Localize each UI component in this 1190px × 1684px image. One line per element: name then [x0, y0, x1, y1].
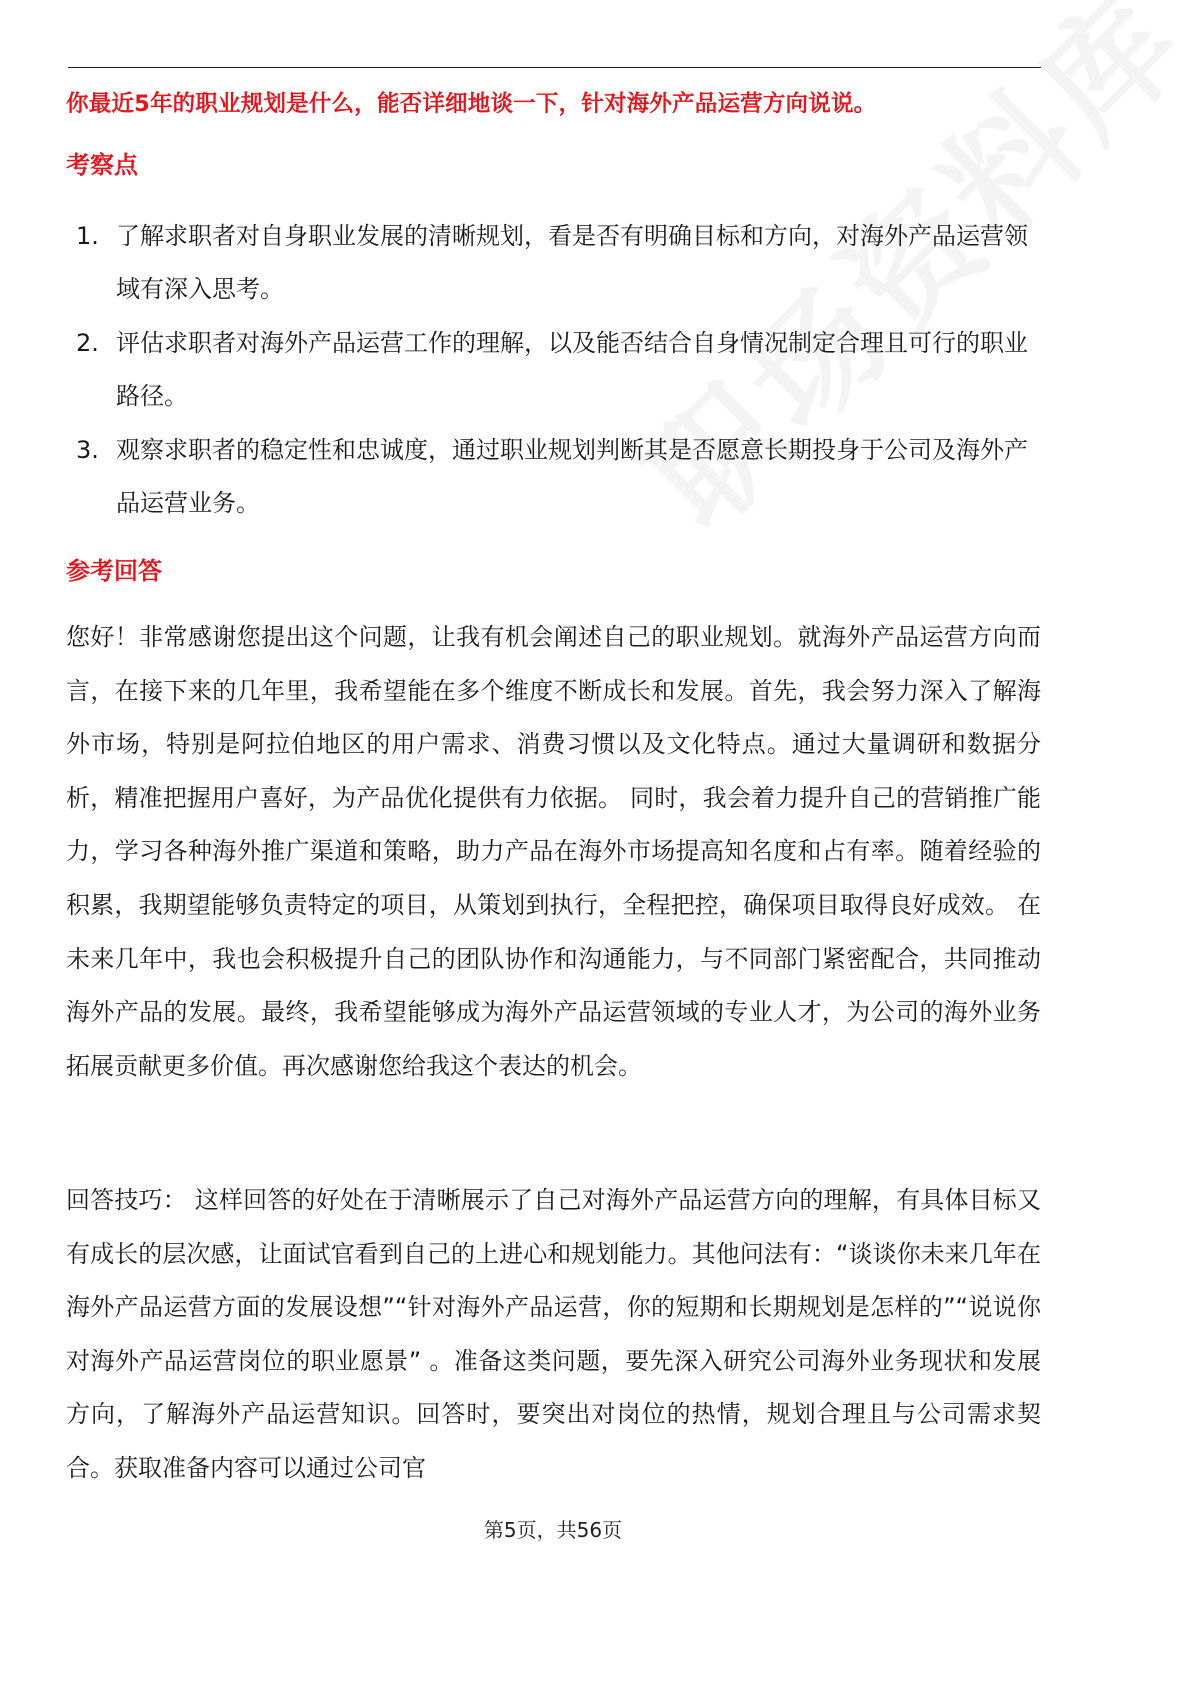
list-item [76, 424, 1046, 530]
list-item [76, 210, 1046, 316]
list-item [76, 317, 1046, 423]
answer-tips-text: 回答技巧： 这样回答的好处在于清晰展示了自己对海外产品运营方向的理解，有具体目标又有成长的层次感，让面试官看到自己的上进心和规划能力。其他问法有：“谈谈你未来几年在海外产品运营方面的发展设想”“针对海外产品运营，你的短期和长期规划是怎样的”“说说你对海外产品运营岗位的职业愿景” 。准备这类问题，要先深入研究公司海外业务现状和发展方向，了解海外产品运营知识。回答时，要突出对岗位的热情，规划合理且与公司需求契合。获取准备内容可以通过公司官 [66, 1186, 1041, 1482]
list-number: 3. [76, 436, 99, 464]
reference-answer-text: 您好！非常感谢您提出这个问题，让我有机会阐述自己的职业规划。就海外产品运营方向而言，在接下来的几年里，我希望能在多个维度不断成长和发展。首先，我会努力深入了解海外市场，特别是阿拉伯地区的用户需求、消费习惯以及文化特点。通过大量调研和数据分析，精准把握用户喜好，为产品优化提供有力依据。 同时，我会着力提升自己的营销推广能力，学习各种海外推广渠道和策略，助力产品在海外市场提高知名度和占有率。随着经验的积累，我期望能够负责特定的项目，从策划到执行，全程把控，确保项目取得良好成效。 在未来几年中，我也会积极提升自己的团队协作和沟通能力，与不同部门紧密配合，共同推动海外产品的发展。最终，我希望能够成为海外产品运营领域的专业人才，为公司的海外业务拓展贡献更多价值。再次感谢您给我这个表达的机会。 [66, 623, 1041, 1080]
list-text: 观察求职者的稳定性和忠诚度，通过职业规划判断其是否愿意长期投身于公司及海外产品运营业务。 [116, 436, 1028, 517]
question-title: 你最近5年的职业规划是什么，能否详细地谈一下，针对海外产品运营方向说说。 [66, 91, 877, 117]
list-number: 1. [76, 222, 99, 250]
list-text: 了解求职者对自身职业发展的清晰规划，看是否有明确目标和方向，对海外产品运营领域有深入思考。 [116, 222, 1028, 303]
reference-answer-heading: 参考回答 [66, 557, 162, 585]
exam-points-list [76, 210, 1046, 531]
top-divider [68, 67, 1041, 68]
list-text: 评估求职者对海外产品运营工作的理解，以及能否结合自身情况制定合理且可行的职业路径。 [116, 329, 1028, 410]
exam-points-heading: 考察点 [66, 151, 138, 179]
page-number: 第5页，共56页 [483, 1518, 623, 1542]
list-number: 2. [76, 329, 99, 357]
